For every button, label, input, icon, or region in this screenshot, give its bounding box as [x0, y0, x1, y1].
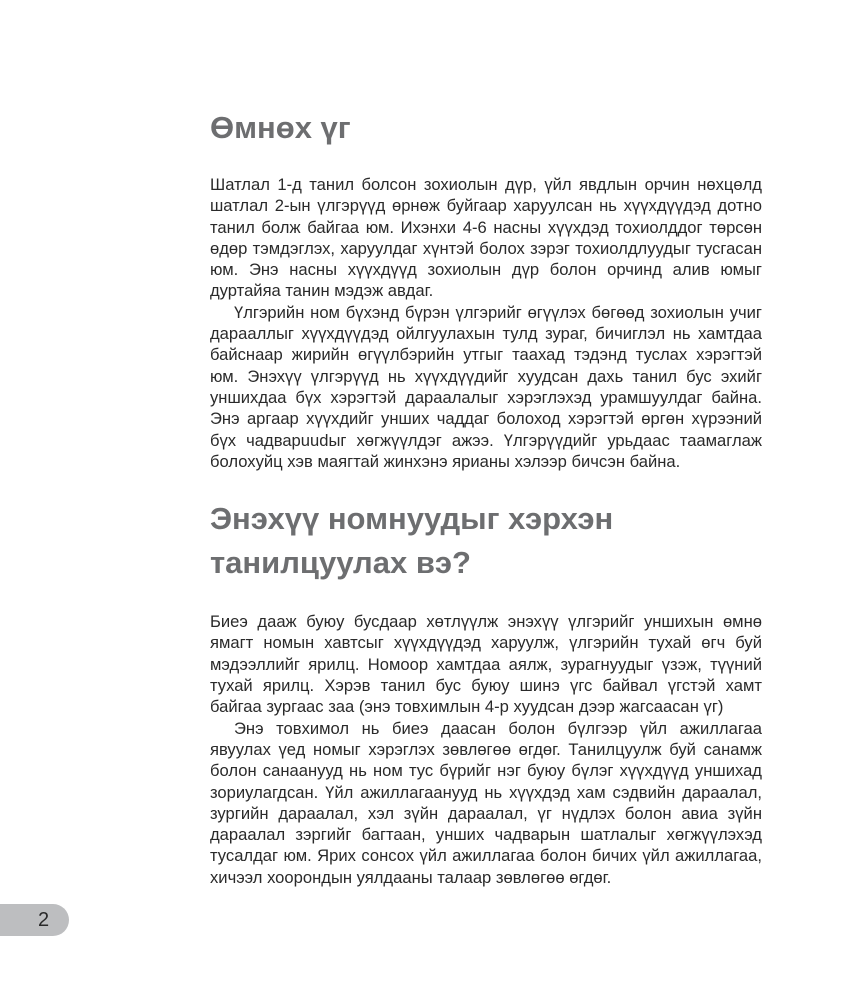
how-to-paragraph-2: Энэ товхимол нь биеэ даасан болон бүлгээр үйл ажиллагаа явуулах үед номыг хэрэглэх зөвлөгөө өгдөг. Танилцуулж буй санамж болон санаанууд нь ном тус бүрийг нэг буюу бүлэг хүүхдүүд уншихад зориулагдсан. Үйл ажиллагаанууд нь хүүхдэд хам сэдвийн дараалал, зургийн дараалал, хэл зүйн дараалал, үг нүдлэх болон авиа зүйн дараалал зэргийг багтаан, унших чадварын шатлалыг хөгжүүлэхэд тусалдаг юм. Ярих сонсох үйл ажиллагаа болон бичих үйл ажиллагаа, хичээл хоорондын уялдааны талаар зөвлөгөө өгдөг.	[210, 718, 762, 887]
page-number: 2	[38, 909, 50, 931]
how-to-paragraph-1: Биеэ дааж буюу бусдаар хөтлүүлж энэхүү үлгэрийг уншихын өмнө ямагт номын хавтсыг хүүхдүүдэд харуулж, үлгэрийн тухай өгч буй мэдээллийг ярилц. Номоор хамтдаа аялж, зурагнуудыг үзэж, түүний тухай ярилц. Хэрэв танил бус буюу шинэ үгс байвал үгстэй хамт байгаа зургаас заа (энэ товхимлын 4-р хуудсан дээр жагсаасан үг)	[210, 612, 762, 717]
section-heading-foreword: Өмнөх үг	[210, 110, 351, 145]
page-content	[210, 108, 762, 888]
foreword-paragraph-1: Шатлал 1-д танил болсон зохиолын дүр, үйл явдлын орчин нөхцөлд шатлал 2-ын үлгэрүүд өрнөж буйгаар харуулсан нь хүүхдүүдэд дотно танил болж байгаа юм. Ихэнхи 4-6 насны хүүхдэд тохиолддог төрсөн өдөр тэмдэглэх, харуулдаг хүнтэй болох зэрэг тохиолдлуудыг тусгасан юм. Энэ насны хүүхдүүд зохиолын дүр болон орчинд алив юмыг дуртайяа танин мэдэж авдаг.	[210, 175, 762, 301]
page-number-tab	[0, 904, 69, 936]
foreword-paragraph-2: Үлгэрийн ном бүхэнд бүрэн үлгэрийг өгүүлэх бөгөөд зохиолын учиг дарааллыг хүүхдүүдэд ойлгуулахын тулд зураг, бичиглэл нь хамтдаа байснаар жирийн өгүүлбэрийн утгыг таахад тэдэнд туслах хэрэгтэй юм. Энэхүү үлгэрүүд нь хүүхдүүдийг хуудсан дахь танил бус эхийг уншихдаа бүх хэрэгтэй дараалалыг хэрэглэхэд урамшуулдаг байна. Энэ аргаар хүүхдийг унших чаддаг болоход хэрэгтэй өргөн хүрээний бүх чадварuudыг хөгжүүлдэг ажээ. Үлгэрүүдийг урьдаас таамаглаж болохуйц хэв маягтай жинхэнэ ярианы хэлээр бичсэн байна.	[210, 302, 762, 471]
section-heading-how-to-introduce: Энэхүү номнуудыг хэрхэн танилцуулах вэ?	[210, 501, 614, 581]
